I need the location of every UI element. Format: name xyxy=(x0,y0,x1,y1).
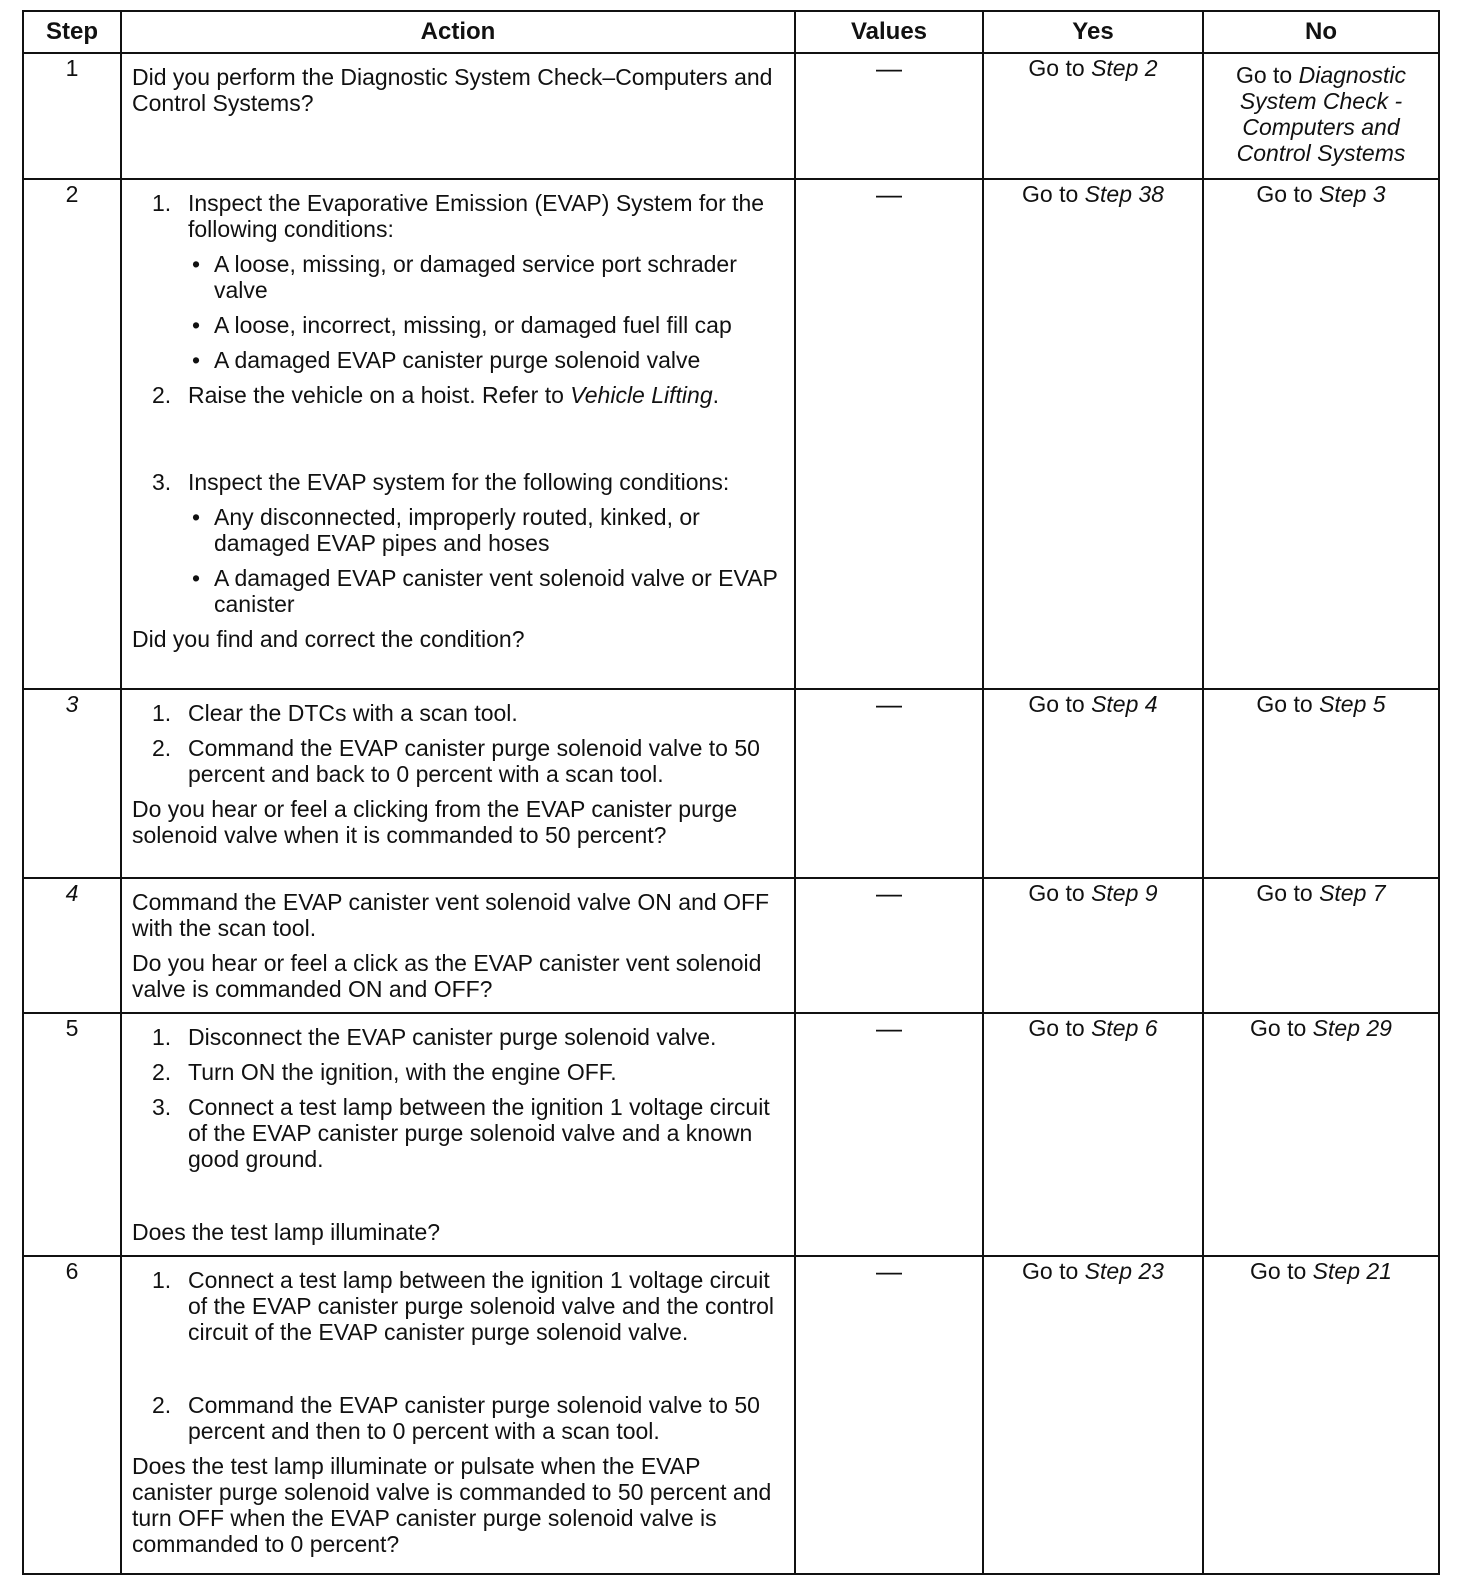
values-cell: — xyxy=(795,179,983,689)
step-number: 5 xyxy=(23,1013,121,1256)
no-step-link[interactable]: Step 3 xyxy=(1319,181,1386,207)
values-cell: — xyxy=(795,1256,983,1574)
action-question: Did you perform the Diagnostic System Check–Computers and Control Systems? xyxy=(132,64,773,116)
yes-cell: Go to Step 6 xyxy=(983,1013,1203,1256)
action-cell xyxy=(121,878,795,1013)
header-step: Step xyxy=(23,11,121,53)
header-yes: Yes xyxy=(983,11,1203,53)
table-row xyxy=(23,1256,1439,1574)
values-cell: — xyxy=(795,878,983,1013)
table-row xyxy=(23,878,1439,1013)
no-step-link[interactable]: Step 21 xyxy=(1312,1258,1392,1284)
header-action: Action xyxy=(121,11,795,53)
values-cell: — xyxy=(795,53,983,179)
yes-cell: Go to Step 38 xyxy=(983,179,1203,689)
yes-cell: Go to Step 9 xyxy=(983,878,1203,1013)
go-to-label: Go to xyxy=(1028,55,1085,81)
numbered-item: 1. Clear the DTCs with a scan tool. xyxy=(152,700,518,726)
action-cell xyxy=(121,1256,795,1574)
action-question: Does the test lamp illuminate? xyxy=(132,1219,441,1245)
action-cell xyxy=(121,1013,795,1256)
yes-step-link[interactable]: Step 38 xyxy=(1084,181,1164,207)
action-question: Do you hear or feel a clicking from the EVAP canister purge solenoid valve when it is commanded to 50 percent? xyxy=(132,796,738,848)
no-step-link[interactable]: Step 29 xyxy=(1312,1015,1392,1041)
numbered-item: 2. Turn ON the ignition, with the engine OFF. xyxy=(152,1059,617,1085)
yes-cell: Go to Step 23 xyxy=(983,1256,1203,1574)
header-values: Values xyxy=(795,11,983,53)
yes-step-link[interactable]: Step 2 xyxy=(1091,55,1158,81)
numbered-item: 2. Command the EVAP canister purge solenoid valve to 50 percent and then to 0 percent with a scan tool. xyxy=(152,1392,760,1444)
action-cell xyxy=(121,179,795,689)
bullet-item: • Any disconnected, improperly routed, kinked, or damaged EVAP pipes and hoses xyxy=(192,504,700,556)
diagnostic-table xyxy=(22,10,1440,1575)
no-step-link[interactable]: Diagnostic System Check - Computers and Control Systems xyxy=(1236,62,1407,166)
yes-step-link[interactable]: Step 9 xyxy=(1091,880,1158,906)
numbered-item: 1. Inspect the Evaporative Emission (EVAP) System for the following conditions: xyxy=(152,190,765,242)
action-cell xyxy=(121,689,795,878)
no-cell: Go to Step 21 xyxy=(1203,1256,1439,1574)
step-number: 2 xyxy=(23,179,121,689)
values-cell: — xyxy=(795,1013,983,1256)
bullet-item: • A damaged EVAP canister purge solenoid valve xyxy=(192,347,701,373)
header-row xyxy=(23,11,1439,53)
bullet-item: • A damaged EVAP canister vent solenoid valve or EVAP canister xyxy=(192,565,778,617)
table-row xyxy=(23,53,1439,179)
action-question: Does the test lamp illuminate or pulsate when the EVAP canister purge solenoid valve is commanded to 50 percent and turn OFF when the EVAP canister purge solenoid valve is commanded to 0 percent? xyxy=(132,1453,772,1557)
action-cell xyxy=(121,53,795,179)
no-cell: Go to Step 5 xyxy=(1203,689,1439,878)
no-step-link[interactable]: Step 7 xyxy=(1319,880,1386,906)
step-number: 6 xyxy=(23,1256,121,1574)
yes-step-link[interactable]: Step 23 xyxy=(1084,1258,1164,1284)
numbered-item: 1. Connect a test lamp between the ignition 1 voltage circuit of the EVAP canister purge solenoid valve and the control circuit of the EVAP canister purge solenoid valve. xyxy=(152,1267,775,1345)
numbered-item: 2. Command the EVAP canister purge solenoid valve to 50 percent and back to 0 percent with a scan tool. xyxy=(152,735,760,787)
header-no: No xyxy=(1203,11,1439,53)
no-cell: Go to Step 7 xyxy=(1203,878,1439,1013)
no-cell: Go to Step 3 xyxy=(1203,179,1439,689)
numbered-item: 3. Inspect the EVAP system for the following conditions: xyxy=(152,469,730,495)
step-number: 3 xyxy=(23,689,121,878)
bullet-item: • A loose, missing, or damaged service port schrader valve xyxy=(192,251,737,303)
table-row xyxy=(23,1013,1439,1256)
step-number: 4 xyxy=(23,878,121,1013)
yes-cell xyxy=(983,53,1203,179)
values-cell: — xyxy=(795,689,983,878)
table-row xyxy=(23,179,1439,689)
action-question: Do you hear or feel a click as the EVAP canister vent solenoid valve is commanded ON and OFF? xyxy=(132,950,762,1002)
action-question: Did you find and correct the condition? xyxy=(132,626,525,652)
numbered-item: 2. Raise the vehicle on a hoist. Refer to Vehicle Lifting. xyxy=(152,382,720,408)
action-intro: Command the EVAP canister vent solenoid valve ON and OFF with the scan tool. xyxy=(132,889,770,941)
bullet-item: • A loose, incorrect, missing, or damaged fuel fill cap xyxy=(192,312,732,338)
step-number: 1 xyxy=(23,53,121,179)
numbered-item: 1. Disconnect the EVAP canister purge solenoid valve. xyxy=(152,1024,717,1050)
vehicle-lifting-link[interactable]: Vehicle Lifting xyxy=(570,382,713,408)
yes-step-link[interactable]: Step 4 xyxy=(1091,691,1158,717)
no-step-link[interactable]: Step 5 xyxy=(1319,691,1386,717)
no-cell: Go to Step 29 xyxy=(1203,1013,1439,1256)
no-cell xyxy=(1203,53,1439,179)
go-to-label: Go to xyxy=(1235,62,1293,88)
yes-cell: Go to Step 4 xyxy=(983,689,1203,878)
table-row xyxy=(23,689,1439,878)
numbered-item: 3. Connect a test lamp between the ignition 1 voltage circuit of the EVAP canister purge solenoid valve and a known good ground. xyxy=(152,1094,770,1172)
yes-step-link[interactable]: Step 6 xyxy=(1091,1015,1158,1041)
